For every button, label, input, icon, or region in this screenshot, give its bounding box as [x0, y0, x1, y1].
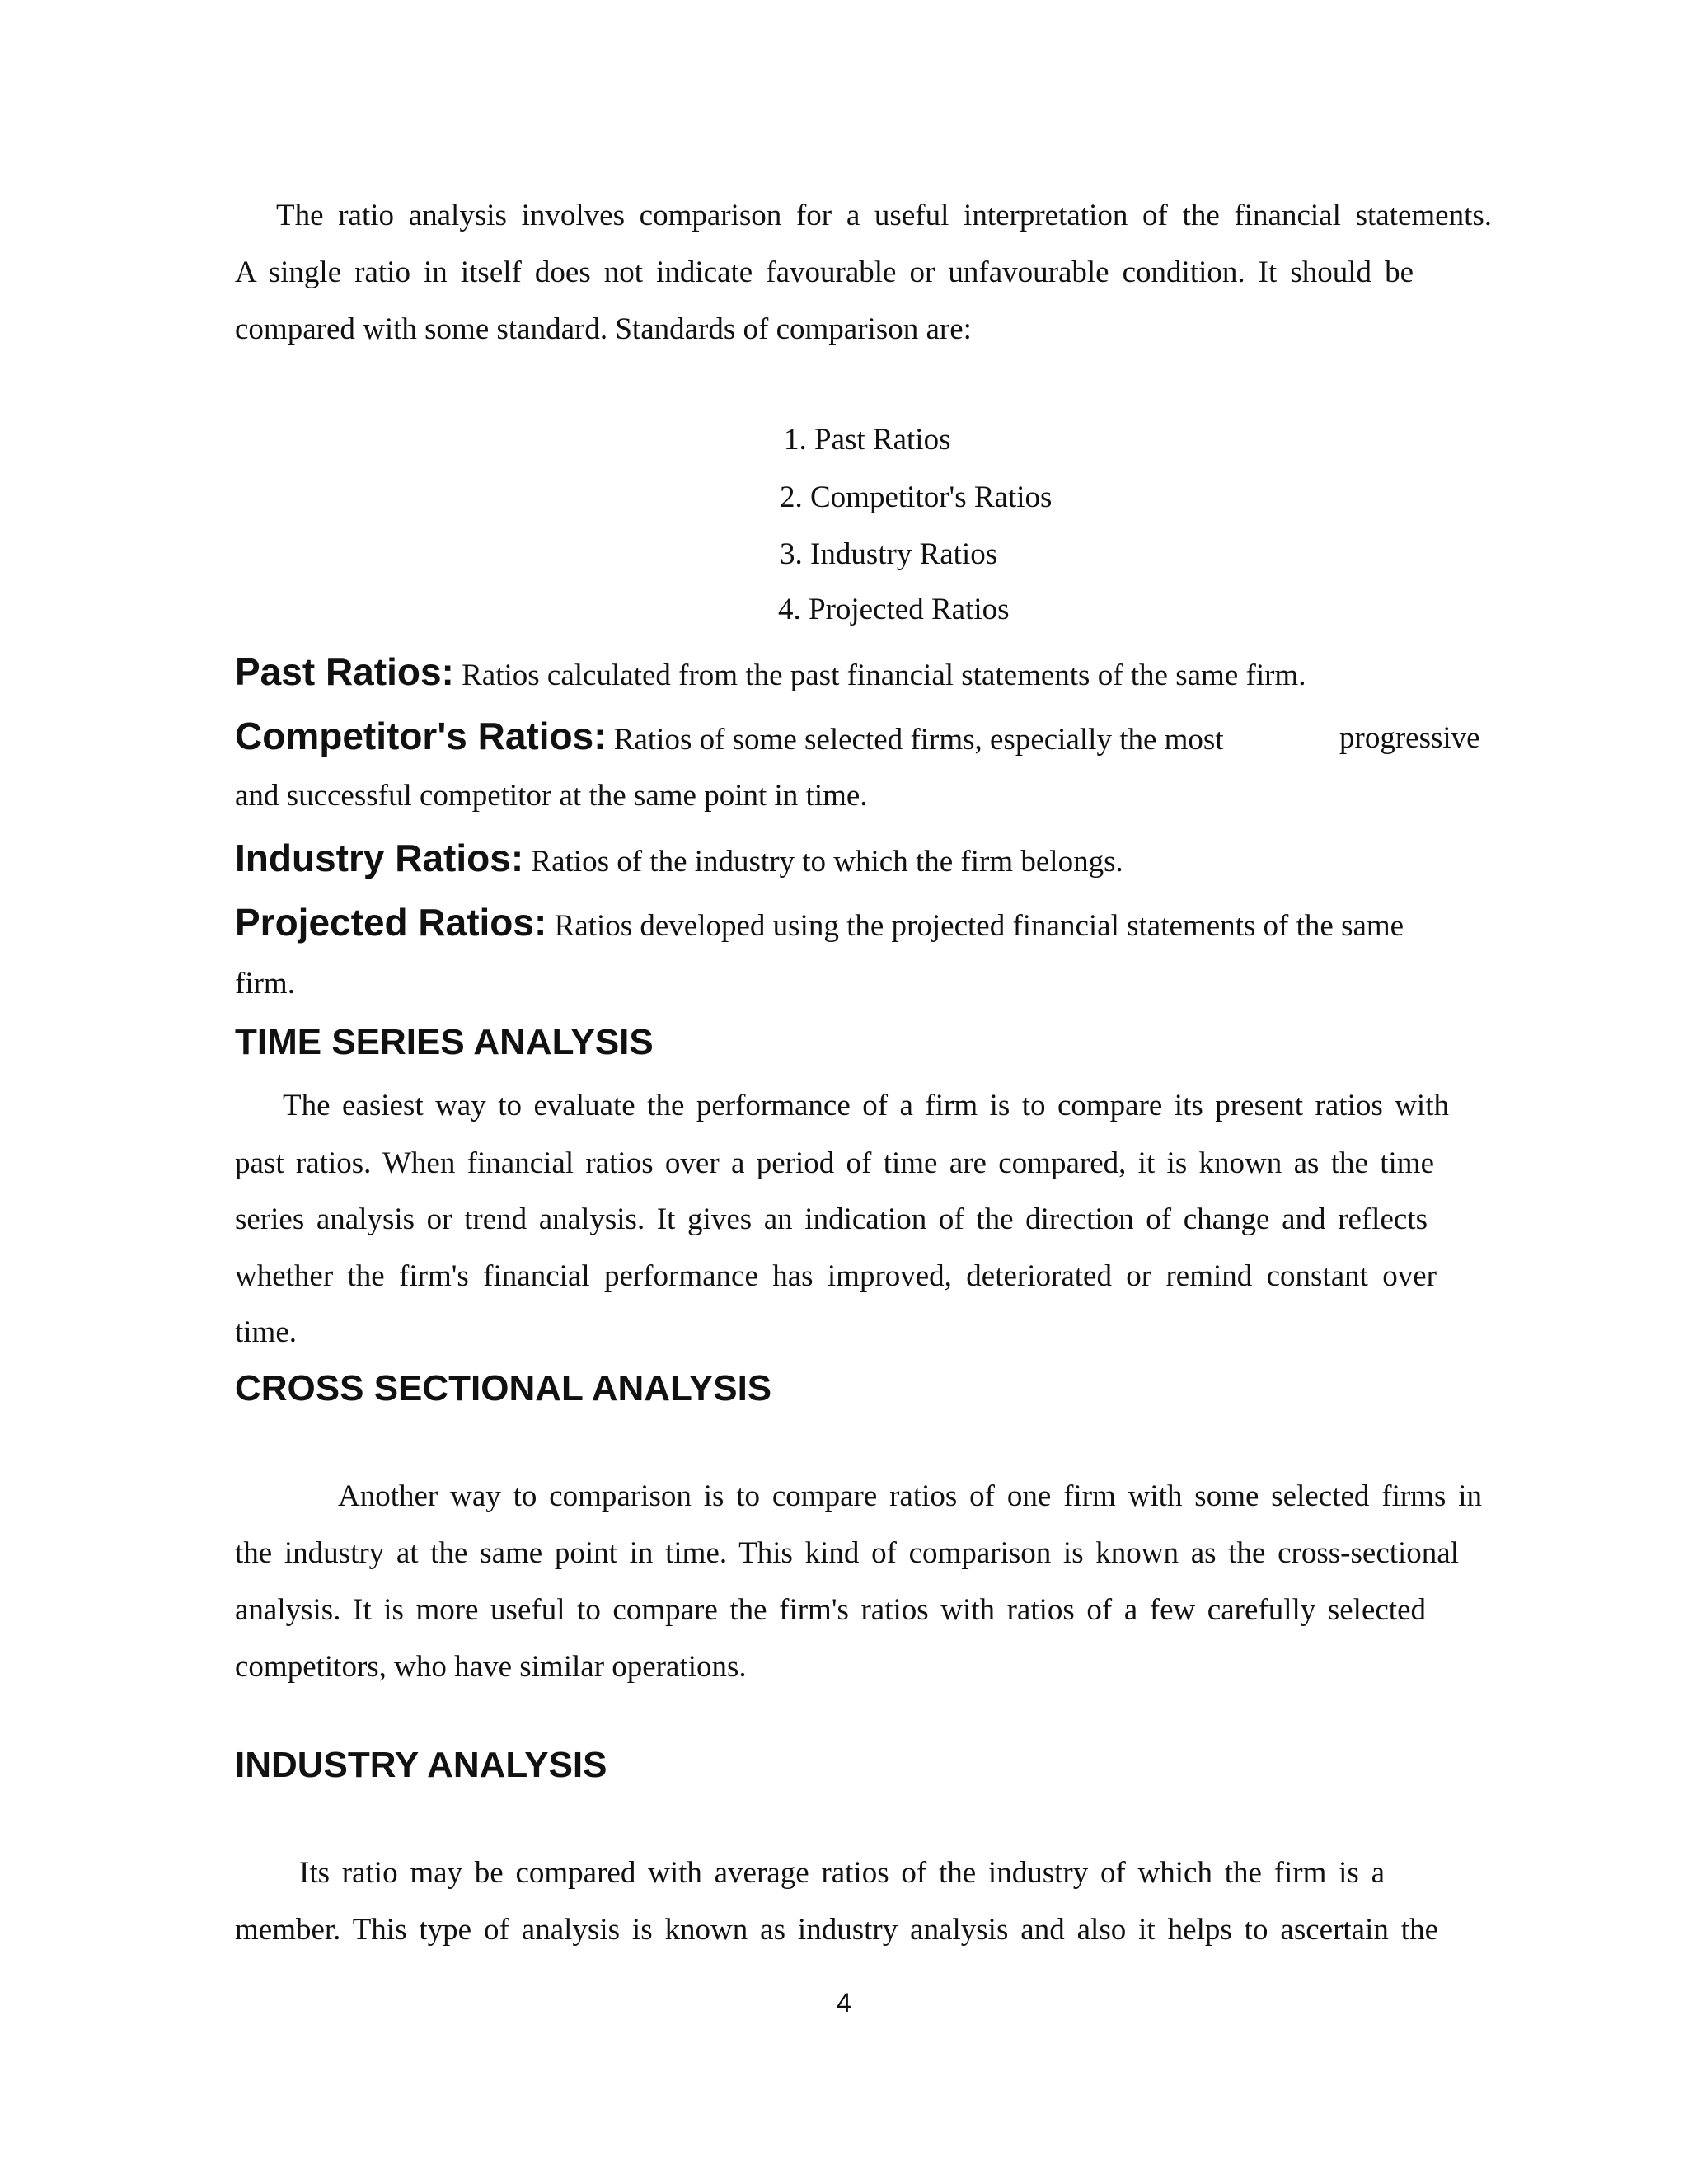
time-series-line-3: series analysis or trend analysis. It gives an indication of the direction of change and reflects	[235, 1202, 1428, 1236]
cross-sectional-line-1: Another way to comparison is to compare ratios of one firm with some selected firms in	[338, 1479, 1482, 1513]
time-series-line-5: time.	[235, 1315, 298, 1349]
intro-line-1: The ratio analysis involves comparison for a useful interpretation of the financial statements.	[276, 199, 1492, 232]
industry-analysis-line-2: member. This type of analysis is known as industry analysis and also it helps to ascertain the	[235, 1913, 1438, 1947]
standards-list-item-2: 2. Competitor's Ratios	[780, 480, 1053, 514]
standards-list-item-3: 3. Industry Ratios	[780, 537, 998, 571]
standards-list-item-1: 1. Past Ratios	[784, 423, 951, 457]
industry-analysis-line-1: Its ratio may be compared with average ratios of the industry of which the firm is a	[299, 1856, 1385, 1890]
cross-sectional-line-3: analysis. It is more useful to compare the firm's ratios with ratios of a few carefully selected	[235, 1593, 1426, 1627]
time-series-line-2: past ratios. When financial ratios over a period of time are compared, it is known as the time	[235, 1146, 1434, 1180]
time-series-line-1: The easiest way to evaluate the performance of a firm is to compare its present ratios with	[283, 1089, 1449, 1122]
cross-sectional-line-2: the industry at the same point in time. This kind of comparison is known as the cross-sectional	[235, 1536, 1459, 1570]
definition-competitor-ratios	[235, 717, 1224, 755]
heading-cross-sectional-analysis: CROSS SECTIONAL ANALYSIS	[235, 1368, 772, 1408]
definition-projected-ratios	[235, 901, 1404, 944]
definition-term-past: Past Ratios:	[235, 650, 454, 693]
page-number: 4	[837, 1988, 851, 2018]
standards-list-item-4: 4. Projected Ratios	[778, 593, 1010, 626]
time-series-line-4: whether the firm's financial performance has improved, deteriorated or remind constant over	[235, 1259, 1437, 1293]
heading-time-series-analysis: TIME SERIES ANALYSIS	[235, 1022, 654, 1062]
intro-line-2: A single ratio in itself does not indicate favourable or unfavourable condition. It should be	[235, 255, 1414, 289]
definition-text-projected-line-2: firm.	[235, 967, 295, 1001]
definition-text-projected: Ratios developed using the projected financial statements of the same	[554, 909, 1404, 943]
definition-term-projected: Projected Ratios:	[235, 901, 547, 944]
definition-text-competitor: Ratios of some selected firms, especially the most	[613, 723, 1224, 757]
cross-sectional-line-4: competitors, who have similar operations.	[235, 1650, 747, 1684]
definition-text-competitor-end: progressive	[1339, 721, 1480, 755]
definition-text-past: Ratios calculated from the past financial statements of the same firm.	[462, 658, 1306, 692]
definition-text-industry: Ratios of the industry to which the firm belongs.	[531, 845, 1123, 879]
definition-term-competitor: Competitor's Ratios:	[235, 715, 607, 757]
intro-line-3: compared with some standard. Standards of comparison are:	[235, 312, 972, 346]
definition-past-ratios	[235, 650, 1306, 693]
definition-industry-ratios	[235, 839, 1123, 877]
definition-term-industry: Industry Ratios:	[235, 837, 524, 879]
heading-industry-analysis: INDUSTRY ANALYSIS	[235, 1745, 607, 1785]
definition-text-competitor-line-2: and successful competitor at the same point in time.	[235, 779, 868, 813]
